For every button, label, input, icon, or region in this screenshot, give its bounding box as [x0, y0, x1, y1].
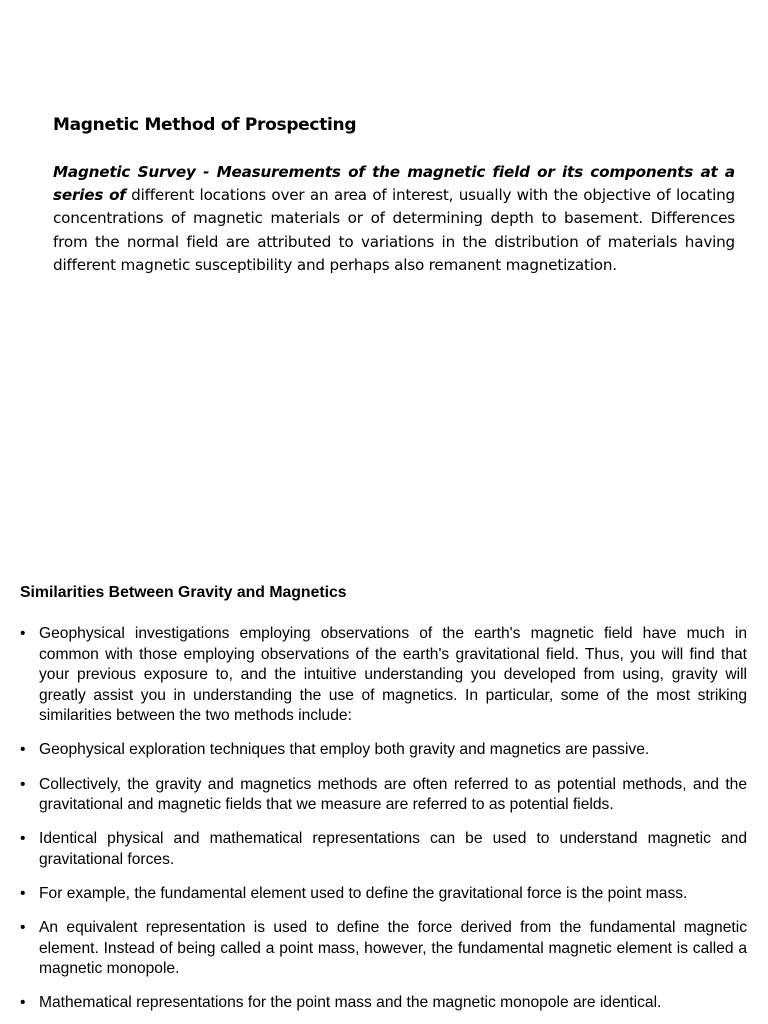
list-item	[20, 993, 747, 1014]
list-item-text: For example, the fundamental element used to define the gravitational force is the point mass.	[39, 884, 688, 902]
magnetic-survey-lead: Magnetic Survey - Measurements of the magnetic field or its components at a series of	[53, 163, 735, 205]
bullet-icon: •	[20, 919, 26, 937]
section-title: Similarities Between Gravity and Magnetics	[20, 584, 347, 601]
similarities-section	[20, 582, 747, 1024]
magnetic-survey-body: different locations over an area of interest, usually with the objective of locating concentrations of magnetic materials or of determining depth to basement. Differences from the normal field are attributed to variations in the distribution of materials having different magnetic susceptibility and perhaps also remanent magnetization.	[53, 186, 735, 274]
list-item	[20, 829, 747, 870]
magnetic-survey-paragraph	[53, 161, 735, 277]
bullet-icon: •	[20, 884, 26, 902]
list-item-text: Geophysical exploration techniques that employ both gravity and magnetics are passive.	[39, 741, 650, 759]
bullet-icon: •	[20, 775, 26, 793]
list-item	[20, 775, 747, 816]
similarities-list	[20, 624, 747, 1014]
list-item	[20, 918, 747, 980]
list-item	[20, 624, 747, 727]
bullet-icon: •	[20, 830, 26, 848]
list-item	[20, 884, 747, 905]
list-item-text: Mathematical representations for the point mass and the magnetic monopole are identical.	[39, 994, 662, 1012]
list-item-text: An equivalent representation is used to define the force derived from the fundamental magnetic element. Instead of being called a point mass, however, the fundamental magnetic element is called a magnetic monopole.	[39, 919, 747, 978]
list-item	[20, 740, 747, 761]
bullet-icon: •	[20, 741, 26, 759]
magnetic-method-section	[53, 113, 735, 277]
list-item-text: Geophysical investigations employing observations of the earth's magnetic field have much in common with those employing observations of the earth's gravitational field. Thus, you will find that your previous exposure to, and the intuitive understanding you developed from using, gravity will greatly assist you in understanding the use of magnetics. In particular, some of the most striking similarities between the two methods include:	[39, 625, 747, 725]
list-item-text: Collectively, the gravity and magnetics methods are often referred to as potential methods, and the gravitational and magnetic fields that we measure are referred to as potential fields.	[39, 775, 747, 814]
section-title: Magnetic Method of Prospecting	[53, 115, 357, 135]
bullet-icon: •	[20, 625, 26, 642]
bullet-icon: •	[20, 994, 26, 1012]
list-item-text: Identical physical and mathematical representations can be used to understand magnetic and gravitational forces.	[39, 830, 747, 868]
